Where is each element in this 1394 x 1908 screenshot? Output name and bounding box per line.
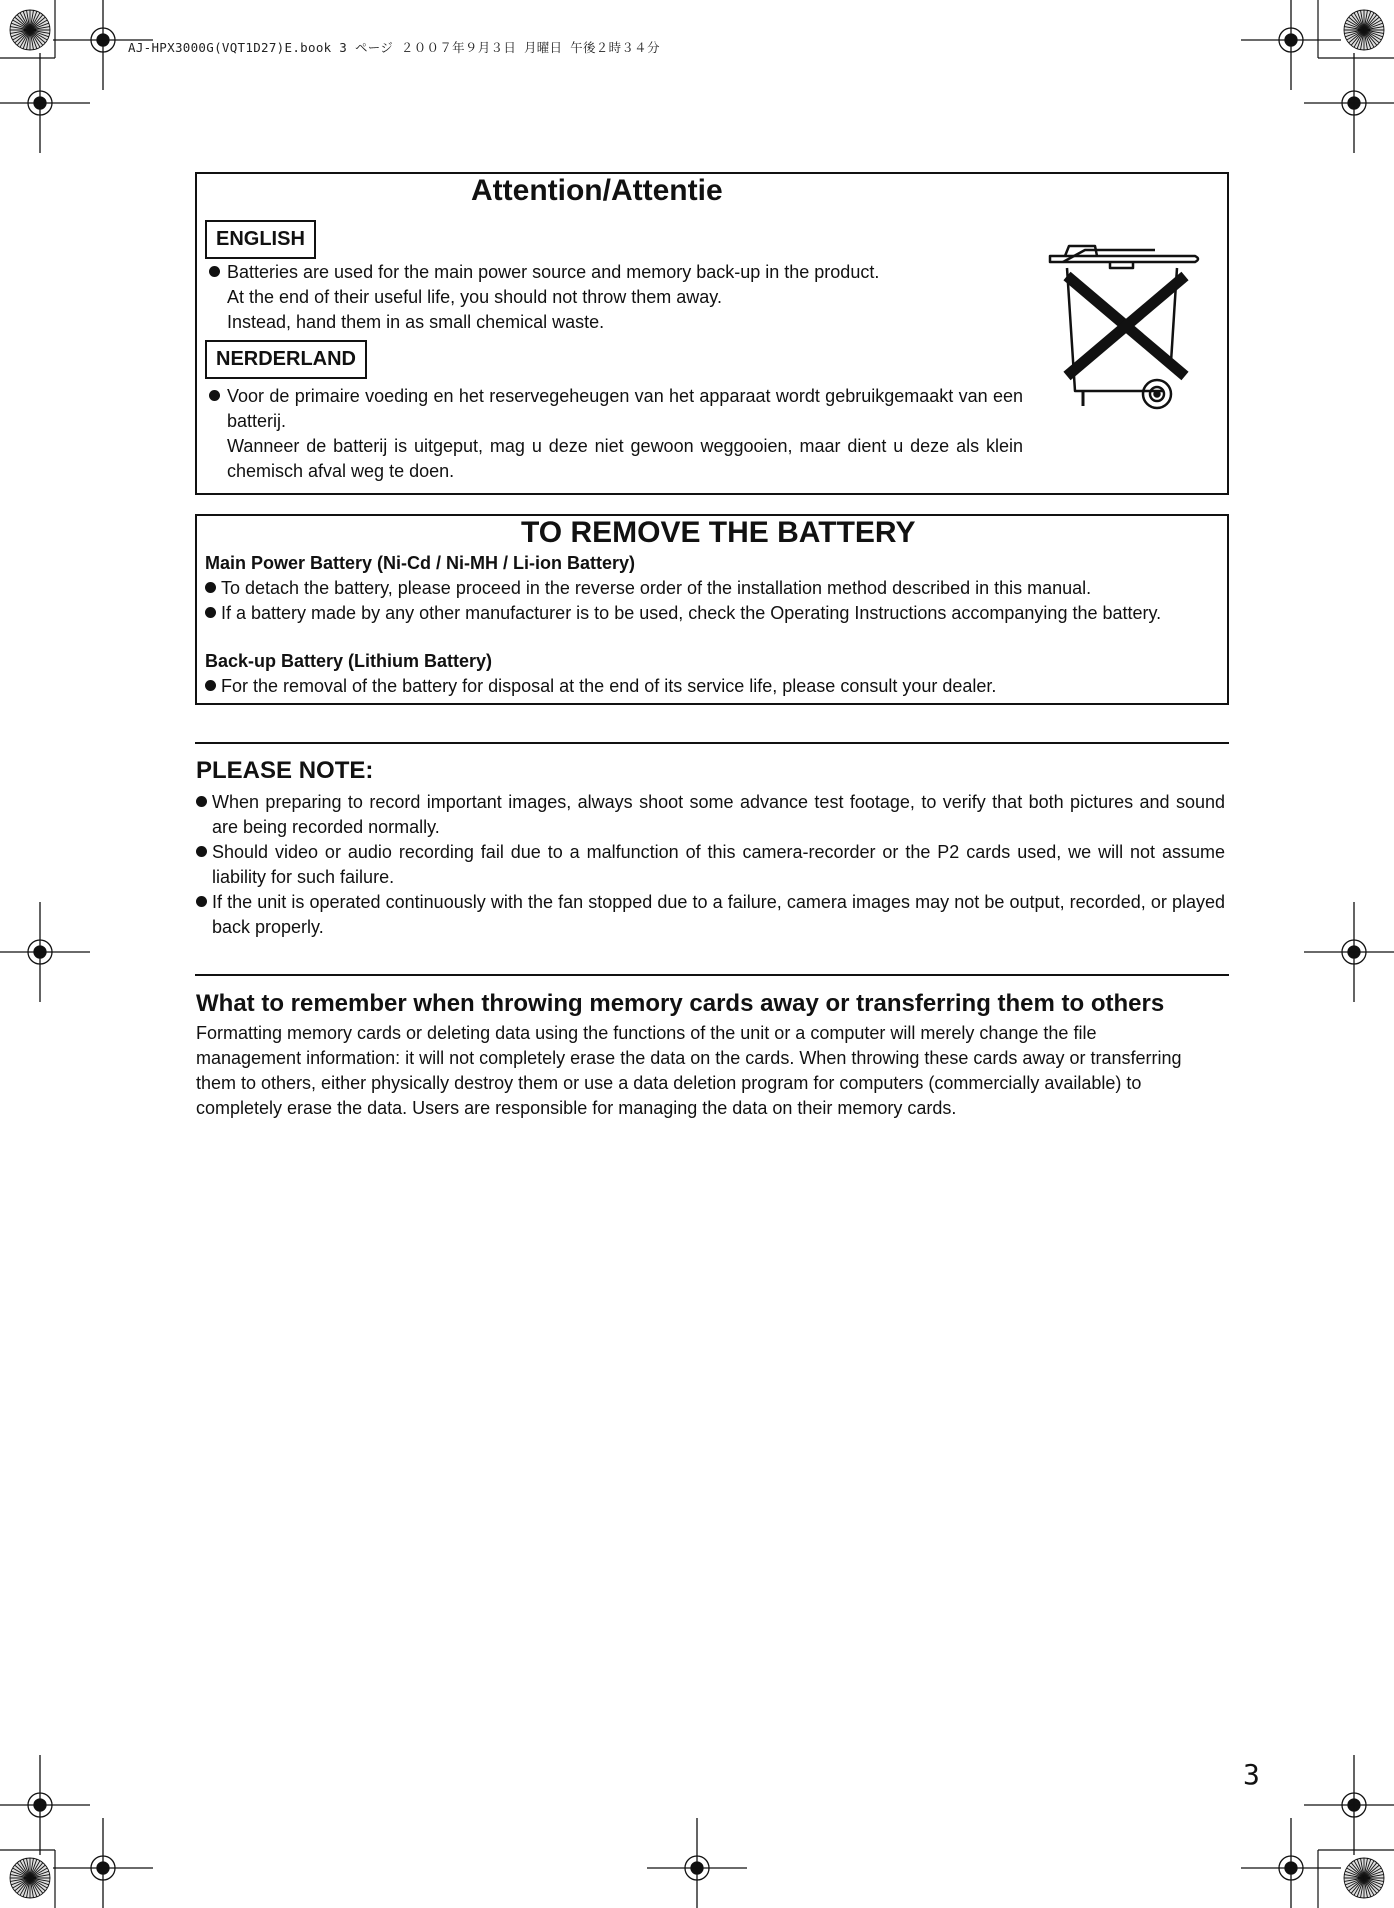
registration-target-icon — [1241, 0, 1341, 90]
attention-box — [195, 172, 1229, 495]
attention-title: Attention/Attentie — [471, 174, 723, 207]
bullet-icon — [209, 390, 220, 401]
bullet-icon — [209, 266, 220, 277]
english-label: ENGLISH — [205, 220, 316, 259]
page-number: 3 — [1243, 1758, 1260, 1791]
note-text-2: Should video or audio recording fail due to a malfunction of this camera-recorder or the P2 cards used, we will not assume liability for such failure. — [212, 842, 1225, 887]
registration-target-icon — [0, 902, 90, 1002]
crossed-out-wheelie-bin-icon — [1045, 236, 1205, 424]
memory-cards-title: What to remember when throwing memory cards away or transferring them to others — [196, 990, 1165, 1017]
divider — [195, 742, 1229, 744]
backup-battery-heading: Back-up Battery (Lithium Battery) — [205, 651, 493, 671]
battery-title: TO REMOVE THE BATTERY — [521, 516, 916, 549]
main-battery-text-1: To detach the battery, please proceed in the reverse order of the installation method described in this manual. — [221, 578, 1092, 598]
registration-starburst-icon — [10, 1858, 50, 1898]
divider — [195, 974, 1229, 976]
registration-target-icon — [53, 1818, 153, 1908]
registration-target-icon — [1304, 1755, 1394, 1855]
registration-target-icon — [1304, 902, 1394, 1002]
registration-starburst-icon — [1344, 1858, 1384, 1898]
battery-box — [195, 514, 1229, 705]
registration-target-icon — [1241, 1818, 1341, 1908]
registration-starburst-icon — [10, 10, 50, 50]
bullet-icon — [196, 796, 207, 807]
dutch-label: NERDERLAND — [205, 340, 367, 379]
bullet-icon — [205, 607, 216, 618]
please-note-title: PLEASE NOTE: — [196, 757, 374, 784]
note-text-1: When preparing to record important images, always shoot some advance test footage, to verify that both pictures and sound are being recorded normally. — [212, 792, 1225, 837]
print-info-header: AJ-HPX3000G(VQT1D27)E.book 3 ページ ２００７年９月３日 月曜日 午後２時３４分 — [128, 40, 660, 55]
main-battery-text-2: If a battery made by any other manufacturer is to be used, check the Operating Instructions accompanying the battery. — [221, 603, 1162, 623]
registration-target-icon — [1304, 53, 1394, 153]
registration-starburst-icon — [1344, 10, 1384, 50]
dutch-text-2: Wanneer de batterij is uitgeput, mag u deze niet gewoon weggooien, maar dient u deze als klein chemisch afval weg te doen. — [227, 436, 1023, 481]
bullet-icon — [205, 582, 216, 593]
main-battery-heading: Main Power Battery (Ni-Cd / Ni-MH / Li-ion Battery) — [205, 553, 636, 573]
backup-battery-text-1: For the removal of the battery for disposal at the end of its service life, please consult your dealer. — [221, 676, 997, 696]
english-text: Batteries are used for the main power source and memory back-up in the product. At the end of their useful life, you should not throw them away. Instead, hand them in as small chemical waste. — [227, 262, 880, 332]
bullet-icon — [205, 680, 216, 691]
note-text-3: If the unit is operated continuously with the fan stopped due to a failure, camera images may not be output, recorded, or played back properly. — [212, 892, 1225, 937]
registration-target-icon — [647, 1818, 747, 1908]
registration-target-icon — [0, 1755, 90, 1855]
memory-cards-body: Formatting memory cards or deleting data using the functions of the unit or a computer will merely change the file management information: it will not completely erase the data on the cards. When throwing these cards away or transferring them to others, either physically destroy them or use a data deletion program for computers (commercially available) to completely erase the data. Users are responsible for managing the data on their memory cards. — [196, 1023, 1182, 1118]
registration-target-icon — [0, 53, 90, 153]
dutch-text-1: Voor de primaire voeding en het reservegeheugen van het apparaat wordt gebruikgemaakt van een batterij. — [227, 386, 1023, 431]
bullet-icon — [196, 846, 207, 857]
bullet-icon — [196, 896, 207, 907]
